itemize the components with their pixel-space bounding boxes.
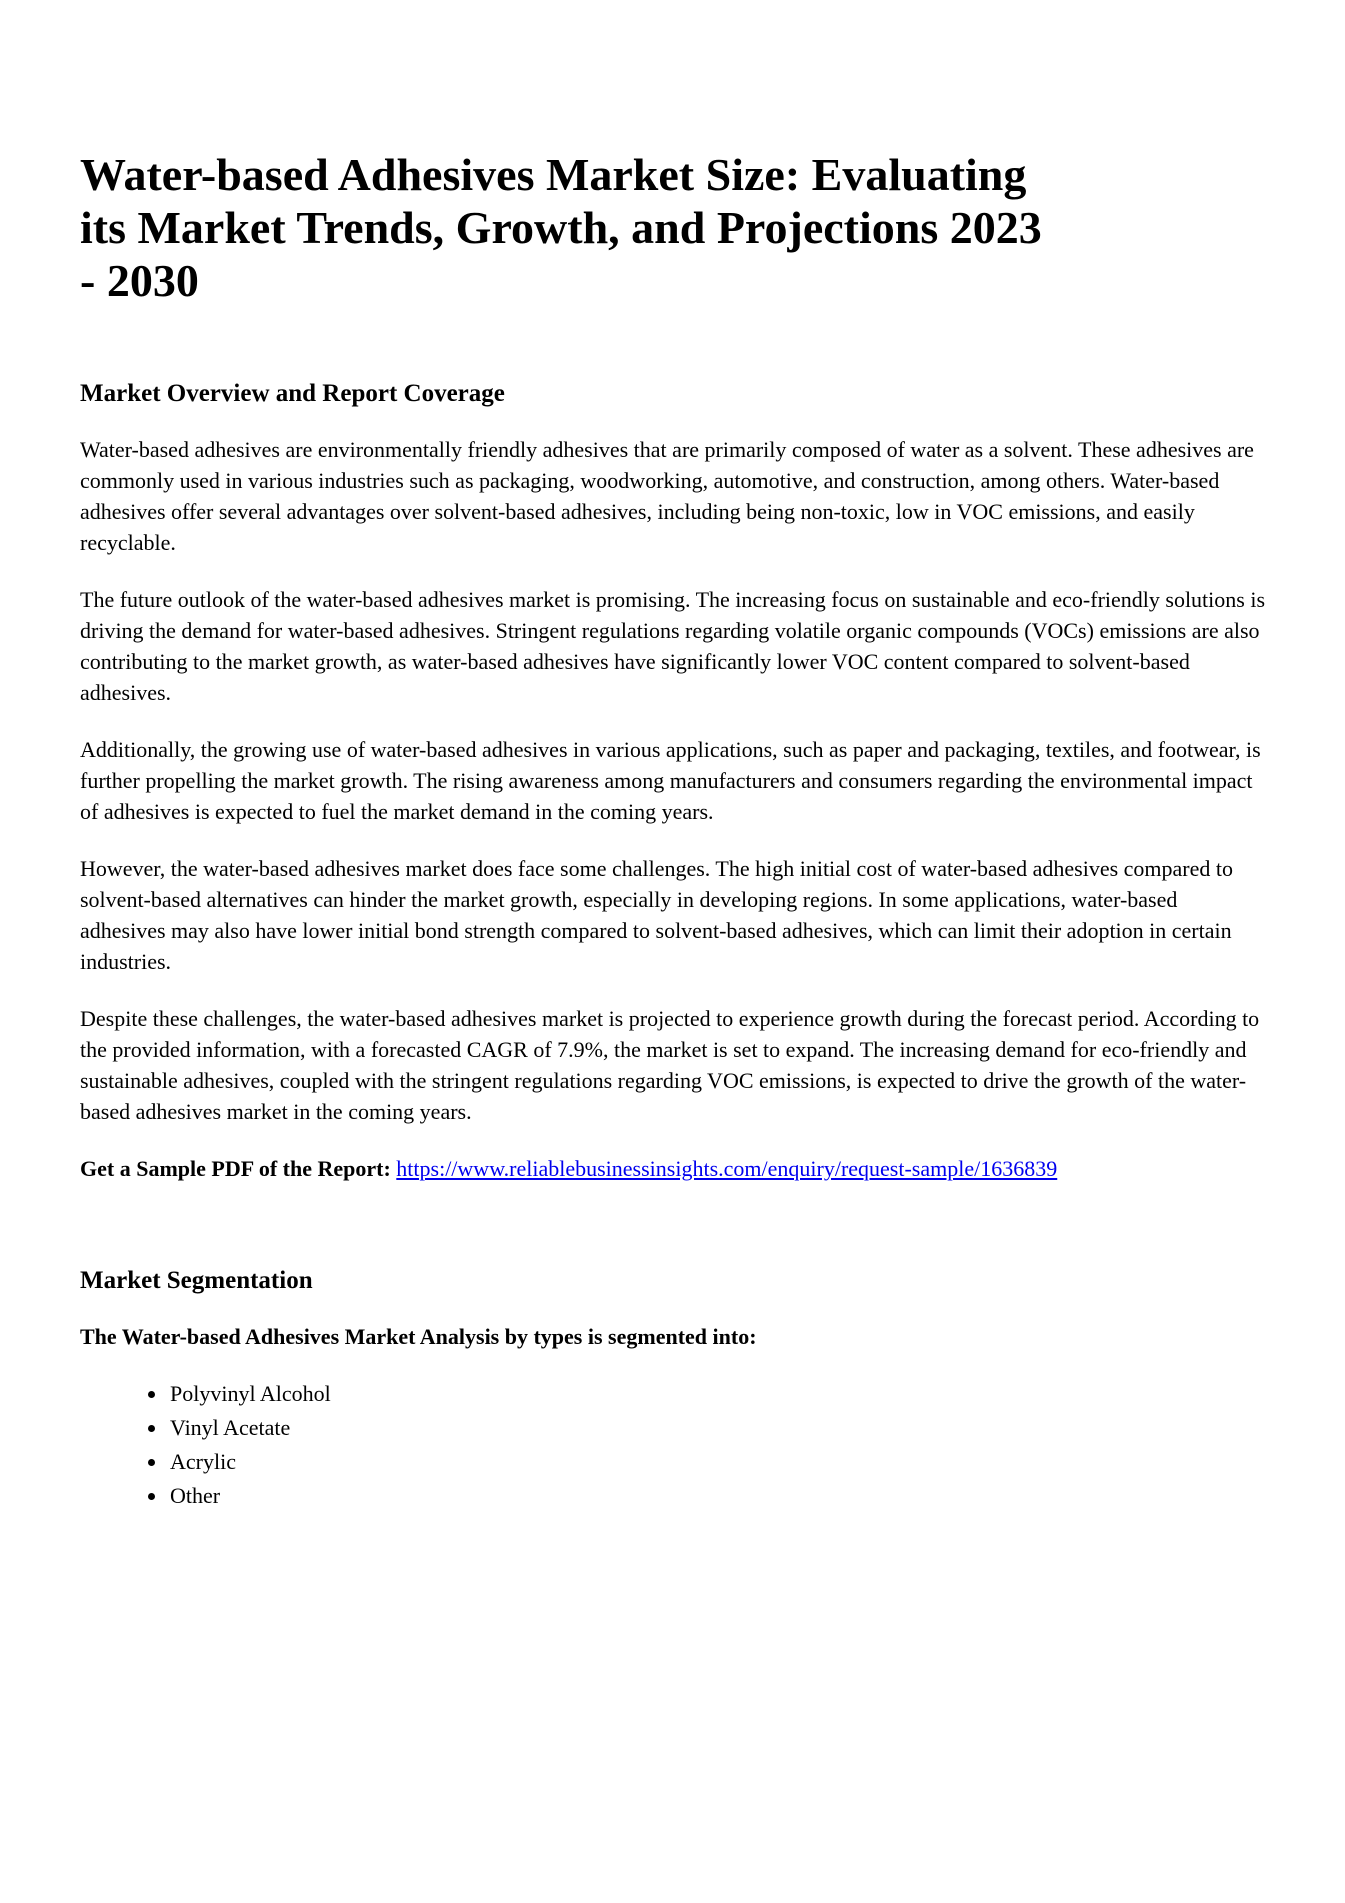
page-title-line-3: - 2030 [80,255,199,306]
types-intro: The Water-based Adhesives Market Analysis by types is segmented into: [80,1324,757,1349]
segmentation-heading: Market Segmentation [80,1267,313,1294]
list-item: • Acrylic [168,1446,1267,1477]
list-item: • Vinyl Acetate [168,1412,1267,1443]
list-item: • Polyvinyl Alcohol [168,1378,1267,1409]
page-title-line-1: Water-based Adhesives Market Size: Evaluating [80,149,1027,200]
page-title [80,148,1267,307]
overview-paragraph-3: Additionally, the growing use of water-based adhesives in various applications, such as paper and packaging, textiles, and footwear, is further propelling the market growth. The rising awareness among manufacturers and consumers regarding the environmental impact of adhesives is expected to fuel the market demand in the coming years. [80,737,1261,824]
list-item: • Other [168,1480,1267,1511]
sample-report-label: Get a Sample PDF of the Report: [80,1156,397,1181]
overview-paragraph-1: Water-based adhesives are environmentally friendly adhesives that are primarily composed of water as a solvent. These adhesives are commonly used in various industries such as packaging, woodworking, automotive, and construction, among others. Water-based adhesives offer several advantages over solvent-based adhesives, including being non-toxic, low in VOC emissions, and easily recyclable. [80,437,1254,555]
overview-paragraph-5: Despite these challenges, the water-based adhesives market is projected to experience growth during the forecast period. According to the provided information, with a forecasted CAGR of 7.9%, the market is set to expand. The increasing demand for eco-friendly and sustainable adhesives, coupled with the stringent regulations regarding VOC emissions, is expected to drive the growth of the water-based adhesives market in the coming years. [80,1006,1260,1124]
page-title-line-2: its Market Trends, Growth, and Projections 2023 [80,202,1042,253]
overview-heading: Market Overview and Report Coverage [80,380,505,407]
overview-paragraph-4: However, the water-based adhesives market does face some challenges. The high initial cost of water-based adhesives compared to solvent-based alternatives can hinder the market growth, especially in developing regions. In some applications, water-based adhesives may also have lower initial bond strength compared to solvent-based adhesives, which can limit their adoption in certain industries. [80,856,1234,974]
sample-report-row [80,1153,1200,1184]
overview-paragraph-2: The future outlook of the water-based adhesives market is promising. The increasing focus on sustainable and eco-friendly solutions is driving the demand for water-based adhesives. Stringent regulations regarding volatile organic compounds (VOCs) emissions are also contributing to the market growth, as water-based adhesives have significantly lower VOC content compared to solvent-based adhesives. [80,587,1266,705]
sample-report-link[interactable]: https://www.reliablebusinessinsights.com/enquiry/request-sample/1636839 [396,1156,1058,1181]
types-list [80,1378,1267,1511]
